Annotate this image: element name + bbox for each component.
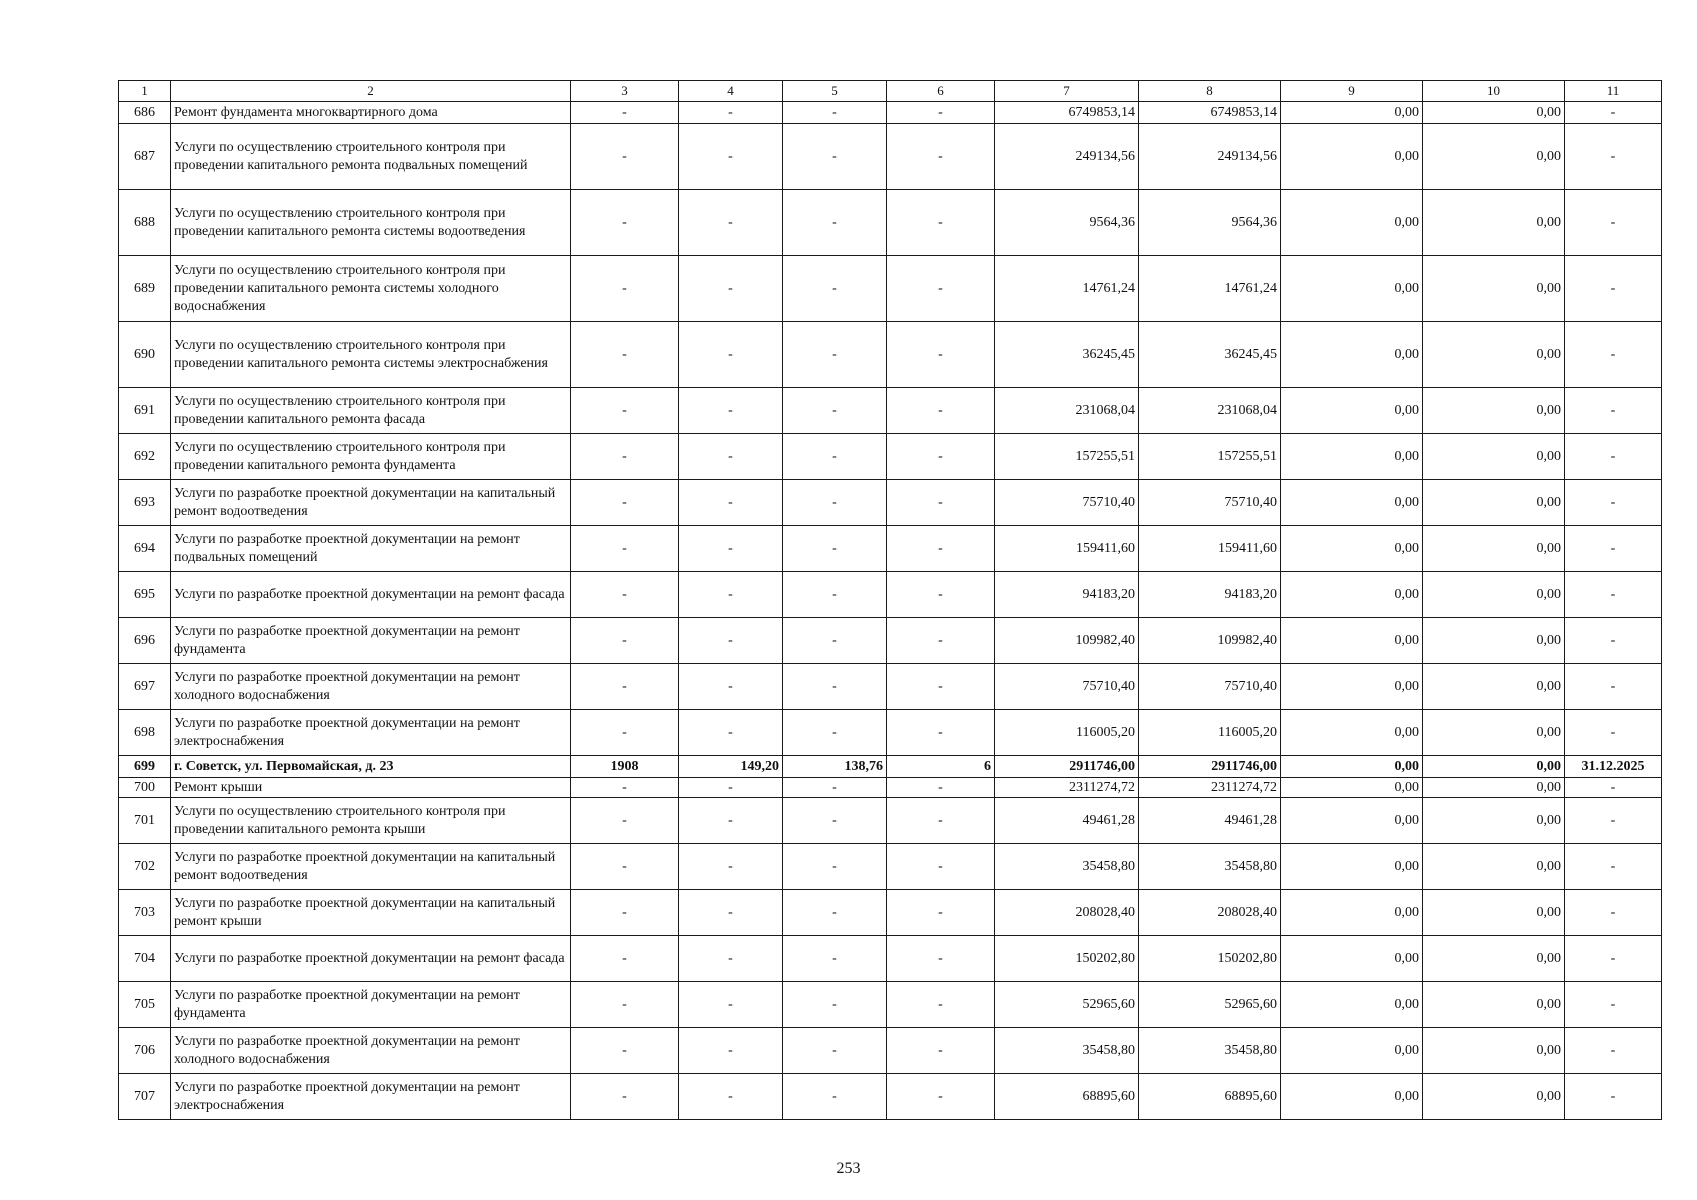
column-5-cell: - [783, 844, 887, 890]
column-3-cell: - [571, 572, 679, 618]
column-10-cell: 0,00 [1423, 322, 1565, 388]
column-10-cell: 0,00 [1423, 102, 1565, 124]
column-5-cell: - [783, 890, 887, 936]
column-5-cell: - [783, 388, 887, 434]
column-4-cell: - [679, 388, 783, 434]
column-header: 5 [783, 81, 887, 102]
column-3-cell: - [571, 526, 679, 572]
column-9-cell: 0,00 [1281, 756, 1423, 778]
column-11-cell: - [1565, 526, 1662, 572]
column-3-cell: - [571, 388, 679, 434]
column-7-cell: 6749853,14 [995, 102, 1139, 124]
column-8-cell: 157255,51 [1139, 434, 1281, 480]
column-5-cell: - [783, 526, 887, 572]
row-number-cell: 693 [119, 480, 171, 526]
column-11-cell: 31.12.2025 [1565, 756, 1662, 778]
column-4-cell: - [679, 102, 783, 124]
table-row [119, 982, 1662, 1028]
table-row [119, 322, 1662, 388]
column-9-cell: 0,00 [1281, 322, 1423, 388]
column-7-cell: 49461,28 [995, 798, 1139, 844]
column-header: 2 [171, 81, 571, 102]
column-header: 11 [1565, 81, 1662, 102]
item-name-cell: Услуги по разработке проектной документации на ремонт электроснабжения [171, 1074, 571, 1120]
column-7-cell: 150202,80 [995, 936, 1139, 982]
column-8-cell: 68895,60 [1139, 1074, 1281, 1120]
table-row [119, 664, 1662, 710]
column-5-cell: - [783, 664, 887, 710]
table-row [119, 844, 1662, 890]
column-9-cell: 0,00 [1281, 102, 1423, 124]
table-row [119, 480, 1662, 526]
column-3-cell: - [571, 798, 679, 844]
column-9-cell: 0,00 [1281, 124, 1423, 190]
column-6-cell: - [887, 798, 995, 844]
column-11-cell: - [1565, 1028, 1662, 1074]
column-7-cell: 35458,80 [995, 844, 1139, 890]
column-11-cell: - [1565, 618, 1662, 664]
column-8-cell: 9564,36 [1139, 190, 1281, 256]
column-9-cell: 0,00 [1281, 798, 1423, 844]
column-6-cell: - [887, 434, 995, 480]
column-10-cell: 0,00 [1423, 388, 1565, 434]
column-10-cell: 0,00 [1423, 618, 1565, 664]
column-4-cell: - [679, 190, 783, 256]
column-3-cell: - [571, 102, 679, 124]
column-9-cell: 0,00 [1281, 434, 1423, 480]
table-row [119, 936, 1662, 982]
column-11-cell: - [1565, 710, 1662, 756]
column-header: 9 [1281, 81, 1423, 102]
column-5-cell: - [783, 480, 887, 526]
column-7-cell: 36245,45 [995, 322, 1139, 388]
column-10-cell: 0,00 [1423, 982, 1565, 1028]
column-10-cell: 0,00 [1423, 1028, 1565, 1074]
column-5-cell: - [783, 798, 887, 844]
column-11-cell: - [1565, 190, 1662, 256]
column-6-cell: - [887, 190, 995, 256]
item-name-cell: Услуги по разработке проектной документации на ремонт электроснабжения [171, 710, 571, 756]
column-9-cell: 0,00 [1281, 190, 1423, 256]
column-4-cell: - [679, 256, 783, 322]
column-5-cell: - [783, 190, 887, 256]
column-8-cell: 36245,45 [1139, 322, 1281, 388]
column-number-header-row [119, 81, 1662, 102]
column-6-cell: - [887, 844, 995, 890]
item-name-cell: Услуги по разработке проектной документации на ремонт фасада [171, 572, 571, 618]
column-3-cell: - [571, 936, 679, 982]
table-row [119, 124, 1662, 190]
table-row [119, 190, 1662, 256]
column-6-cell: - [887, 778, 995, 798]
column-10-cell: 0,00 [1423, 756, 1565, 778]
column-7-cell: 14761,24 [995, 256, 1139, 322]
column-3-cell: - [571, 256, 679, 322]
row-number-cell: 702 [119, 844, 171, 890]
column-9-cell: 0,00 [1281, 1028, 1423, 1074]
column-11-cell: - [1565, 778, 1662, 798]
column-5-cell: - [783, 936, 887, 982]
row-number-cell: 700 [119, 778, 171, 798]
column-11-cell: - [1565, 256, 1662, 322]
column-7-cell: 231068,04 [995, 388, 1139, 434]
column-7-cell: 157255,51 [995, 434, 1139, 480]
column-11-cell: - [1565, 388, 1662, 434]
column-10-cell: 0,00 [1423, 190, 1565, 256]
column-8-cell: 14761,24 [1139, 256, 1281, 322]
column-9-cell: 0,00 [1281, 778, 1423, 798]
column-4-cell: 149,20 [679, 756, 783, 778]
column-8-cell: 116005,20 [1139, 710, 1281, 756]
column-8-cell: 150202,80 [1139, 936, 1281, 982]
column-5-cell: - [783, 572, 887, 618]
column-10-cell: 0,00 [1423, 798, 1565, 844]
column-4-cell: - [679, 526, 783, 572]
column-3-cell: - [571, 664, 679, 710]
column-6-cell: - [887, 664, 995, 710]
column-11-cell: - [1565, 936, 1662, 982]
column-10-cell: 0,00 [1423, 710, 1565, 756]
column-3-cell: - [571, 1074, 679, 1120]
column-9-cell: 0,00 [1281, 388, 1423, 434]
column-5-cell: - [783, 124, 887, 190]
column-4-cell: - [679, 710, 783, 756]
column-header: 6 [887, 81, 995, 102]
column-header: 1 [119, 81, 171, 102]
column-6-cell: - [887, 388, 995, 434]
column-3-cell: - [571, 322, 679, 388]
row-number-cell: 691 [119, 388, 171, 434]
table-row [119, 434, 1662, 480]
column-11-cell: - [1565, 1074, 1662, 1120]
repair-program-table [118, 80, 1662, 1120]
column-3-cell: - [571, 982, 679, 1028]
column-8-cell: 49461,28 [1139, 798, 1281, 844]
item-name-cell: Услуги по осуществлению строительного контроля при проведении капитального ремонта фасада [171, 388, 571, 434]
column-6-cell: - [887, 982, 995, 1028]
column-9-cell: 0,00 [1281, 710, 1423, 756]
column-8-cell: 35458,80 [1139, 1028, 1281, 1074]
item-name-cell: Услуги по осуществлению строительного контроля при проведении капитального ремонта системы водоотведения [171, 190, 571, 256]
column-11-cell: - [1565, 480, 1662, 526]
column-7-cell: 159411,60 [995, 526, 1139, 572]
column-9-cell: 0,00 [1281, 890, 1423, 936]
column-5-cell: - [783, 618, 887, 664]
column-11-cell: - [1565, 434, 1662, 480]
column-3-cell: - [571, 480, 679, 526]
table-row [119, 798, 1662, 844]
page-number: 253 [836, 1160, 861, 1177]
column-7-cell: 116005,20 [995, 710, 1139, 756]
column-8-cell: 35458,80 [1139, 844, 1281, 890]
column-4-cell: - [679, 844, 783, 890]
column-6-cell: - [887, 1074, 995, 1120]
column-5-cell: 138,76 [783, 756, 887, 778]
table-row [119, 102, 1662, 124]
column-11-cell: - [1565, 102, 1662, 124]
column-11-cell: - [1565, 572, 1662, 618]
row-number-cell: 687 [119, 124, 171, 190]
row-number-cell: 697 [119, 664, 171, 710]
column-6-cell: - [887, 890, 995, 936]
document-sheet [118, 80, 1661, 1120]
column-9-cell: 0,00 [1281, 572, 1423, 618]
row-number-cell: 707 [119, 1074, 171, 1120]
column-3-cell: - [571, 124, 679, 190]
column-6-cell: - [887, 480, 995, 526]
row-number-cell: 694 [119, 526, 171, 572]
column-4-cell: - [679, 664, 783, 710]
column-7-cell: 109982,40 [995, 618, 1139, 664]
item-name-cell: Услуги по разработке проектной документации на капитальный ремонт водоотведения [171, 480, 571, 526]
column-4-cell: - [679, 618, 783, 664]
column-8-cell: 208028,40 [1139, 890, 1281, 936]
column-6-cell: - [887, 936, 995, 982]
item-name-cell: Услуги по разработке проектной документации на ремонт подвальных помещений [171, 526, 571, 572]
column-3-cell: - [571, 890, 679, 936]
item-name-cell: г. Советск, ул. Первомайская, д. 23 [171, 756, 571, 778]
item-name-cell: Услуги по разработке проектной документации на ремонт фасада [171, 936, 571, 982]
column-10-cell: 0,00 [1423, 844, 1565, 890]
column-9-cell: 0,00 [1281, 982, 1423, 1028]
row-number-cell: 698 [119, 710, 171, 756]
row-number-cell: 701 [119, 798, 171, 844]
column-8-cell: 6749853,14 [1139, 102, 1281, 124]
column-10-cell: 0,00 [1423, 572, 1565, 618]
row-number-cell: 696 [119, 618, 171, 664]
row-number-cell: 695 [119, 572, 171, 618]
column-4-cell: - [679, 1028, 783, 1074]
column-8-cell: 75710,40 [1139, 664, 1281, 710]
column-11-cell: - [1565, 890, 1662, 936]
item-name-cell: Услуги по разработке проектной документации на ремонт фундамента [171, 618, 571, 664]
column-6-cell: - [887, 102, 995, 124]
column-5-cell: - [783, 778, 887, 798]
column-6-cell: - [887, 526, 995, 572]
column-11-cell: - [1565, 322, 1662, 388]
column-3-cell: - [571, 434, 679, 480]
item-name-cell: Услуги по осуществлению строительного контроля при проведении капитального ремонта крыши [171, 798, 571, 844]
column-9-cell: 0,00 [1281, 1074, 1423, 1120]
column-3-cell: - [571, 844, 679, 890]
column-8-cell: 109982,40 [1139, 618, 1281, 664]
column-header: 4 [679, 81, 783, 102]
row-number-cell: 689 [119, 256, 171, 322]
column-header: 3 [571, 81, 679, 102]
column-4-cell: - [679, 434, 783, 480]
column-5-cell: - [783, 1074, 887, 1120]
table-row [119, 526, 1662, 572]
table-row [119, 388, 1662, 434]
column-7-cell: 208028,40 [995, 890, 1139, 936]
column-3-cell: - [571, 710, 679, 756]
column-8-cell: 2311274,72 [1139, 778, 1281, 798]
column-4-cell: - [679, 798, 783, 844]
column-header: 8 [1139, 81, 1281, 102]
column-9-cell: 0,00 [1281, 664, 1423, 710]
column-header: 10 [1423, 81, 1565, 102]
column-6-cell: - [887, 256, 995, 322]
item-name-cell: Ремонт крыши [171, 778, 571, 798]
column-10-cell: 0,00 [1423, 664, 1565, 710]
column-6-cell: - [887, 1028, 995, 1074]
column-4-cell: - [679, 936, 783, 982]
column-6-cell: - [887, 124, 995, 190]
column-3-cell: - [571, 190, 679, 256]
column-9-cell: 0,00 [1281, 618, 1423, 664]
table-row [119, 1028, 1662, 1074]
column-7-cell: 2311274,72 [995, 778, 1139, 798]
column-3-cell: 1908 [571, 756, 679, 778]
column-5-cell: - [783, 434, 887, 480]
column-4-cell: - [679, 982, 783, 1028]
table-body [119, 102, 1662, 1120]
item-name-cell: Услуги по разработке проектной документации на капитальный ремонт водоотведения [171, 844, 571, 890]
column-5-cell: - [783, 322, 887, 388]
column-6-cell: - [887, 322, 995, 388]
column-9-cell: 0,00 [1281, 256, 1423, 322]
column-4-cell: - [679, 480, 783, 526]
column-5-cell: - [783, 256, 887, 322]
column-10-cell: 0,00 [1423, 778, 1565, 798]
table-row [119, 778, 1662, 798]
item-name-cell: Услуги по осуществлению строительного контроля при проведении капитального ремонта системы холодного водоснабжения [171, 256, 571, 322]
row-number-cell: 699 [119, 756, 171, 778]
item-name-cell: Услуги по разработке проектной документации на ремонт фундамента [171, 982, 571, 1028]
column-3-cell: - [571, 778, 679, 798]
column-6-cell: - [887, 618, 995, 664]
column-8-cell: 94183,20 [1139, 572, 1281, 618]
column-9-cell: 0,00 [1281, 936, 1423, 982]
item-name-cell: Услуги по осуществлению строительного контроля при проведении капитального ремонта системы электроснабжения [171, 322, 571, 388]
table-row [119, 618, 1662, 664]
column-7-cell: 52965,60 [995, 982, 1139, 1028]
row-number-cell: 703 [119, 890, 171, 936]
column-10-cell: 0,00 [1423, 1074, 1565, 1120]
row-number-cell: 705 [119, 982, 171, 1028]
column-7-cell: 2911746,00 [995, 756, 1139, 778]
table-row [119, 572, 1662, 618]
table-row [119, 756, 1662, 778]
column-4-cell: - [679, 572, 783, 618]
column-4-cell: - [679, 124, 783, 190]
item-name-cell: Услуги по разработке проектной документации на ремонт холодного водоснабжения [171, 664, 571, 710]
column-10-cell: 0,00 [1423, 890, 1565, 936]
column-7-cell: 94183,20 [995, 572, 1139, 618]
row-number-cell: 686 [119, 102, 171, 124]
column-7-cell: 35458,80 [995, 1028, 1139, 1074]
row-number-cell: 690 [119, 322, 171, 388]
column-9-cell: 0,00 [1281, 526, 1423, 572]
item-name-cell: Услуги по разработке проектной документации на капитальный ремонт крыши [171, 890, 571, 936]
row-number-cell: 692 [119, 434, 171, 480]
column-7-cell: 9564,36 [995, 190, 1139, 256]
column-11-cell: - [1565, 124, 1662, 190]
column-3-cell: - [571, 1028, 679, 1074]
table-row [119, 710, 1662, 756]
column-5-cell: - [783, 102, 887, 124]
column-7-cell: 75710,40 [995, 664, 1139, 710]
column-11-cell: - [1565, 982, 1662, 1028]
column-8-cell: 2911746,00 [1139, 756, 1281, 778]
column-8-cell: 231068,04 [1139, 388, 1281, 434]
column-9-cell: 0,00 [1281, 480, 1423, 526]
column-6-cell: - [887, 572, 995, 618]
column-10-cell: 0,00 [1423, 526, 1565, 572]
column-9-cell: 0,00 [1281, 844, 1423, 890]
column-11-cell: - [1565, 844, 1662, 890]
item-name-cell: Услуги по осуществлению строительного контроля при проведении капитального ремонта фундамента [171, 434, 571, 480]
column-10-cell: 0,00 [1423, 936, 1565, 982]
column-8-cell: 75710,40 [1139, 480, 1281, 526]
item-name-cell: Ремонт фундамента многоквартирного дома [171, 102, 571, 124]
column-10-cell: 0,00 [1423, 434, 1565, 480]
item-name-cell: Услуги по разработке проектной документации на ремонт холодного водоснабжения [171, 1028, 571, 1074]
column-10-cell: 0,00 [1423, 480, 1565, 526]
column-8-cell: 249134,56 [1139, 124, 1281, 190]
table-row [119, 890, 1662, 936]
column-10-cell: 0,00 [1423, 124, 1565, 190]
column-7-cell: 75710,40 [995, 480, 1139, 526]
column-8-cell: 159411,60 [1139, 526, 1281, 572]
table-row [119, 1074, 1662, 1120]
column-11-cell: - [1565, 798, 1662, 844]
row-number-cell: 706 [119, 1028, 171, 1074]
column-5-cell: - [783, 982, 887, 1028]
column-7-cell: 68895,60 [995, 1074, 1139, 1120]
column-6-cell: - [887, 710, 995, 756]
table-row [119, 256, 1662, 322]
column-11-cell: - [1565, 664, 1662, 710]
row-number-cell: 704 [119, 936, 171, 982]
column-3-cell: - [571, 618, 679, 664]
column-4-cell: - [679, 778, 783, 798]
column-8-cell: 52965,60 [1139, 982, 1281, 1028]
column-5-cell: - [783, 710, 887, 756]
column-5-cell: - [783, 1028, 887, 1074]
column-4-cell: - [679, 1074, 783, 1120]
column-7-cell: 249134,56 [995, 124, 1139, 190]
column-6-cell: 6 [887, 756, 995, 778]
item-name-cell: Услуги по осуществлению строительного контроля при проведении капитального ремонта подвальных помещений [171, 124, 571, 190]
column-4-cell: - [679, 890, 783, 936]
column-10-cell: 0,00 [1423, 256, 1565, 322]
column-4-cell: - [679, 322, 783, 388]
row-number-cell: 688 [119, 190, 171, 256]
column-header: 7 [995, 81, 1139, 102]
